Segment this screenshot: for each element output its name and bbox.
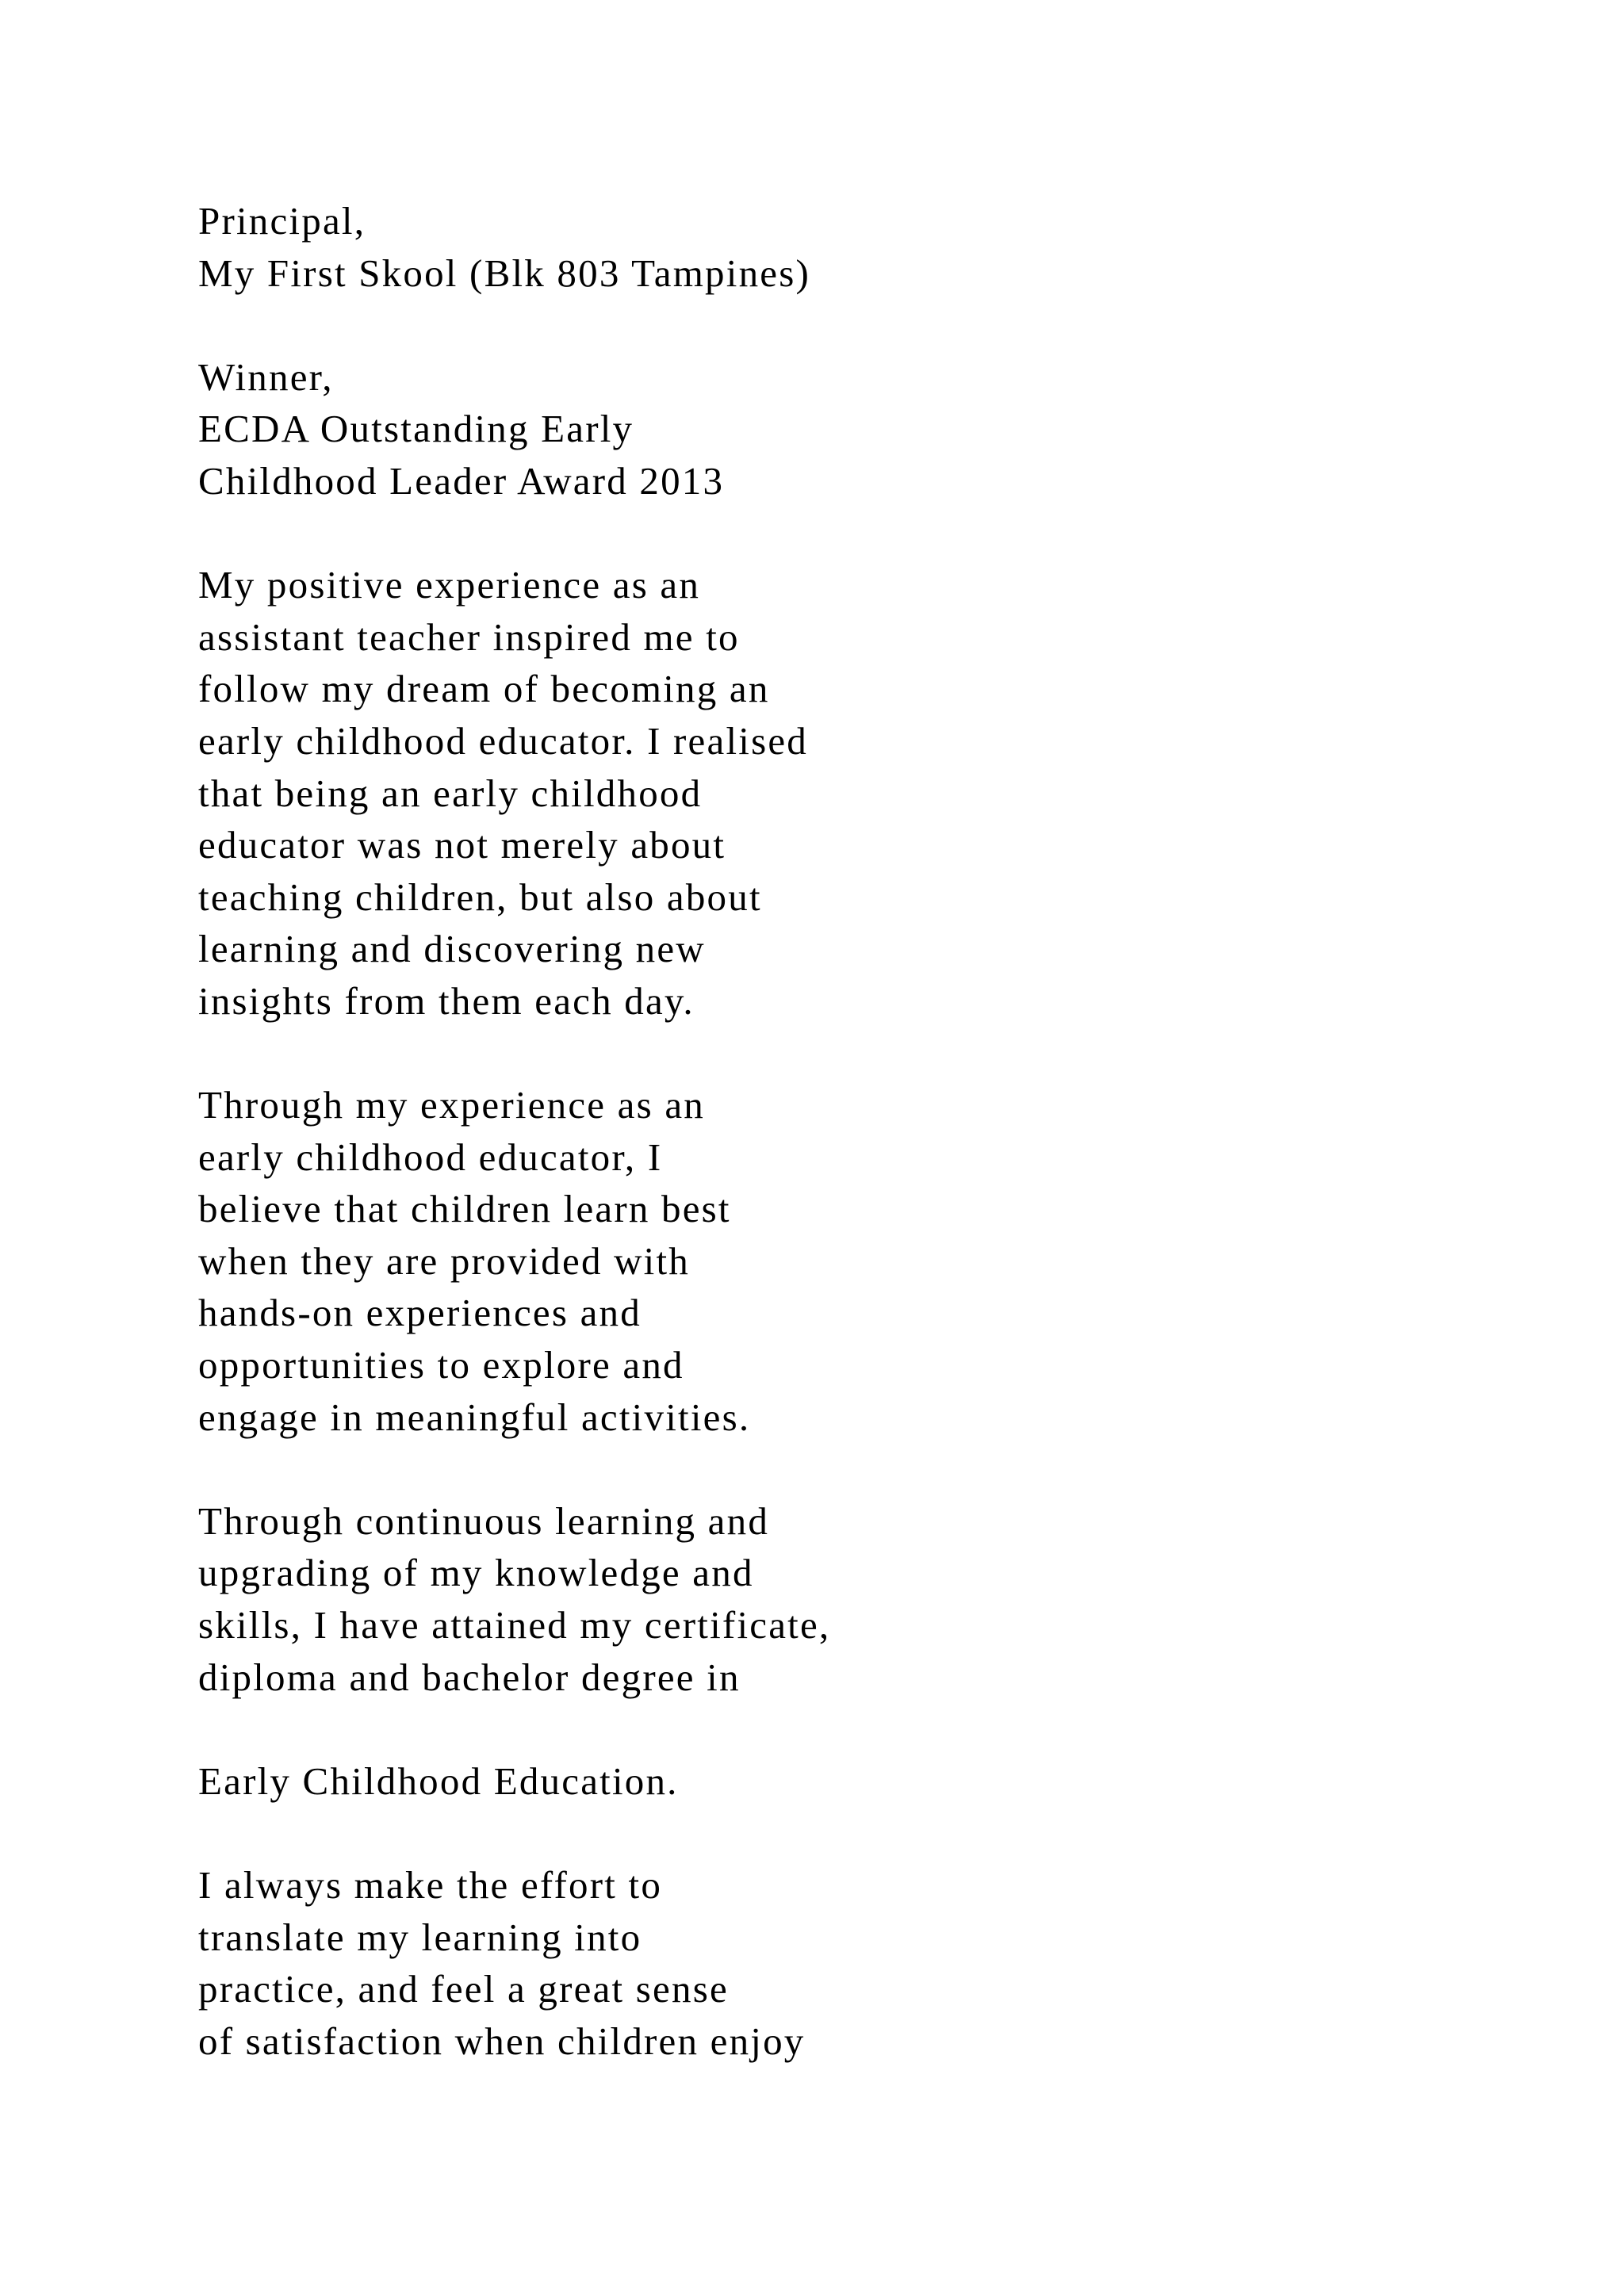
- paragraph-line: engage in meaningful activities.: [198, 1395, 751, 1439]
- blank-line: [198, 1703, 1507, 1755]
- award-line: Winner,: [198, 354, 334, 399]
- paragraph-line: early childhood educator, I: [198, 1135, 663, 1179]
- header-school: My First Skool (Blk 803 Tampines): [198, 251, 810, 295]
- paragraph-line: practice, and feel a great sense: [198, 1967, 729, 2011]
- paragraph-line: insights from them each day.: [198, 978, 695, 1023]
- header-title: Principal,: [198, 199, 366, 243]
- paragraph-line: Through continuous learning and: [198, 1498, 770, 1543]
- paragraph-line: skills, I have attained my certificate,: [198, 1603, 831, 1647]
- paragraph-line: that being an early childhood: [198, 771, 703, 815]
- paragraph-4: [198, 1755, 1507, 1808]
- header-block: [198, 195, 1507, 299]
- paragraph-line: diploma and bachelor degree in: [198, 1655, 741, 1699]
- paragraph-2: [198, 1079, 1507, 1443]
- paragraph-line: upgrading of my knowledge and: [198, 1551, 754, 1595]
- paragraph-line: when they are provided with: [198, 1238, 691, 1283]
- paragraph-line: Early Childhood Education.: [198, 1758, 679, 1803]
- blank-line: [198, 1807, 1507, 1859]
- paragraph-line: follow my dream of becoming an: [198, 667, 770, 711]
- blank-line: [198, 1443, 1507, 1495]
- blank-line: [198, 1027, 1507, 1080]
- award-line: Childhood Leader Award 2013: [198, 458, 725, 503]
- blank-line: [198, 507, 1507, 560]
- paragraph-line: assistant teacher inspired me to: [198, 614, 740, 659]
- paragraph-5: [198, 1859, 1507, 2067]
- paragraph-3: [198, 1495, 1507, 1703]
- paragraph-line: translate my learning into: [198, 1915, 642, 1959]
- award-block: [198, 351, 1507, 507]
- award-line: ECDA Outstanding Early: [198, 407, 634, 451]
- paragraph-line: believe that children learn best: [198, 1187, 731, 1231]
- paragraph-line: teaching children, but also about: [198, 874, 762, 919]
- paragraph-line: hands-on experiences and: [198, 1291, 642, 1335]
- paragraph-line: educator was not merely about: [198, 823, 726, 867]
- paragraph-line: I always make the effort to: [198, 1863, 663, 1907]
- paragraph-line: My positive experience as an: [198, 563, 701, 607]
- paragraph-line: opportunities to explore and: [198, 1343, 684, 1387]
- paragraph-line: learning and discovering new: [198, 927, 706, 971]
- paragraph-1: [198, 559, 1507, 1027]
- paragraph-line: early childhood educator. I realised: [198, 718, 809, 763]
- blank-line: [198, 299, 1507, 351]
- paragraph-line: Through my experience as an: [198, 1083, 706, 1127]
- paragraph-line: of satisfaction when children enjoy: [198, 2019, 806, 2063]
- document-body: [198, 195, 1507, 2067]
